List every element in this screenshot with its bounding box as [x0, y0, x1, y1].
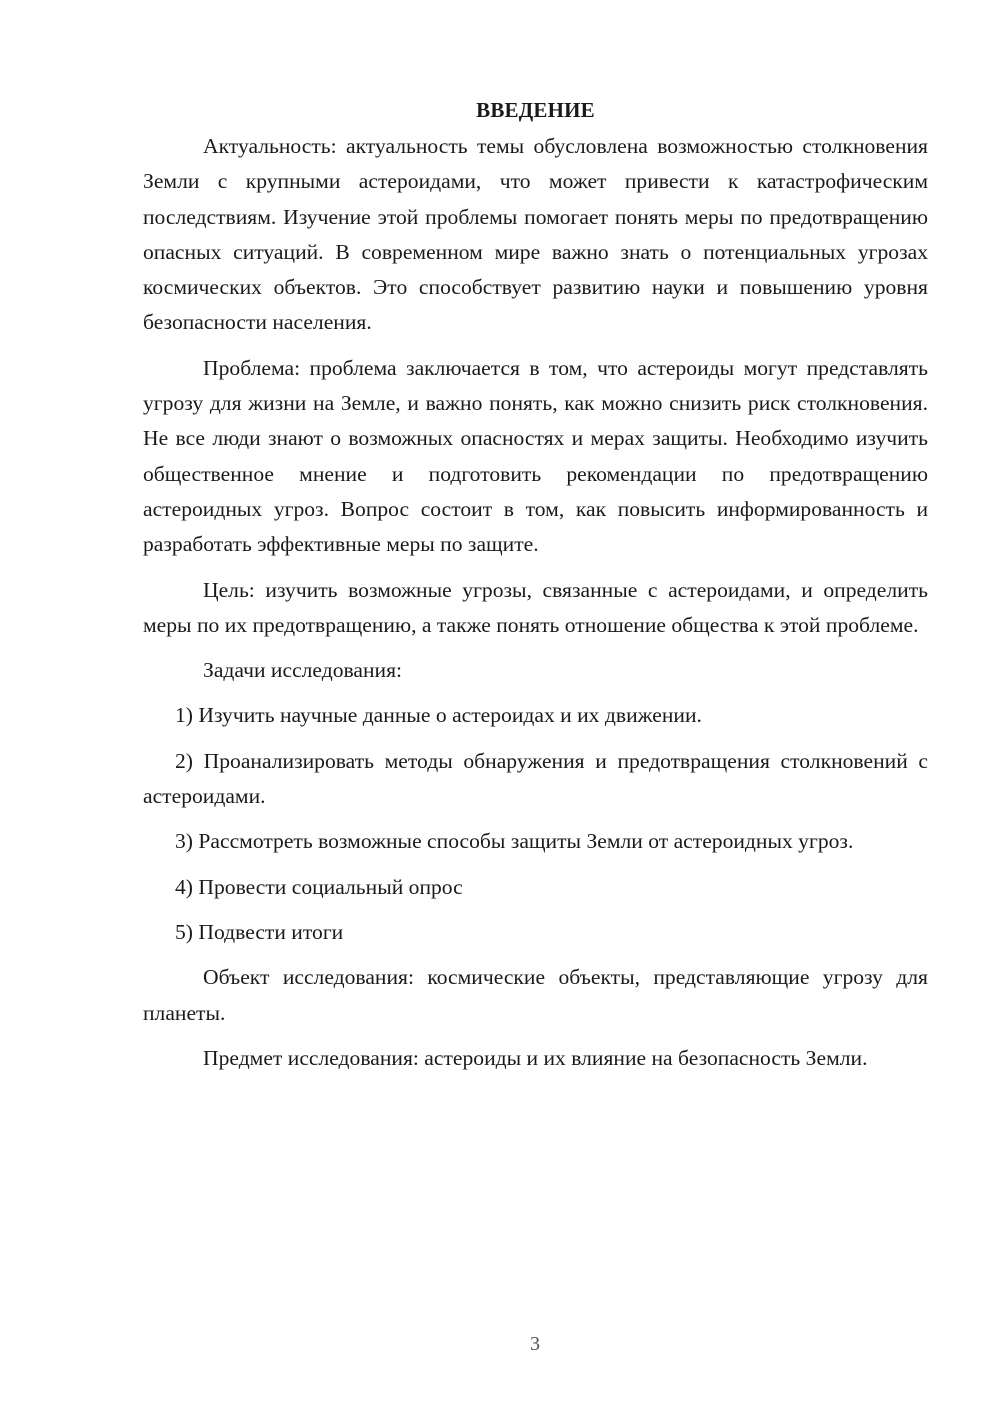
- task-item-2: 2) Проанализировать методы обнаружения и предотвращения столкновений с астероидами.: [143, 748, 928, 809]
- paragraph-object: Объект исследования: космические объекты, представляющие угрозу для планеты.: [143, 965, 928, 1025]
- paragraph-subject: Предмет исследования: астероиды и их влияние на безопасность Земли.: [203, 1045, 868, 1070]
- tasks-heading: Задачи исследования:: [203, 658, 403, 683]
- paragraph-goal: Цель: изучить возможные угрозы, связанные с астероидами, и определить меры по их предотвращению, а также понять отношение общества к этой проблеме.: [143, 577, 928, 637]
- page-content: [143, 95, 928, 1086]
- section-title: ВВЕДЕНИЕ: [476, 98, 595, 122]
- paragraph-relevance: Актуальность: актуальность темы обусловлена возможностью столкновения Земли с крупными астероидами, что может привести к катастрофическим последствиям. Изучение этой проблемы помогает понять меры по предотвращению опасных ситуаций. В современном мире важно знать о потенциальных угрозах космических объектов. Это способствует развитию науки и повышению уровня безопасности населения.: [143, 134, 928, 335]
- page-number: 3: [530, 1333, 540, 1355]
- task-item-1: 1) Изучить научные данные о астероидах и их движении.: [175, 703, 702, 728]
- task-item-3: 3) Рассмотреть возможные способы защиты Земли от астероидных угроз.: [175, 829, 854, 854]
- paragraph-problem: Проблема: проблема заключается в том, что астероиды могут представлять угрозу для жизни на Земле, и важно понять, как можно снизить риск столкновения. Не все люди знают о возможных опасностях и мерах защиты. Необходимо изучить общественное мнение и подготовить рекомендации по предотвращению астероидных угроз. Вопрос состоит в том, как повысить информированность и разработать эффективные меры по защите.: [143, 355, 928, 557]
- task-item-5: 5) Подвести итоги: [175, 919, 344, 944]
- task-item-4: 4) Провести социальный опрос: [175, 874, 463, 899]
